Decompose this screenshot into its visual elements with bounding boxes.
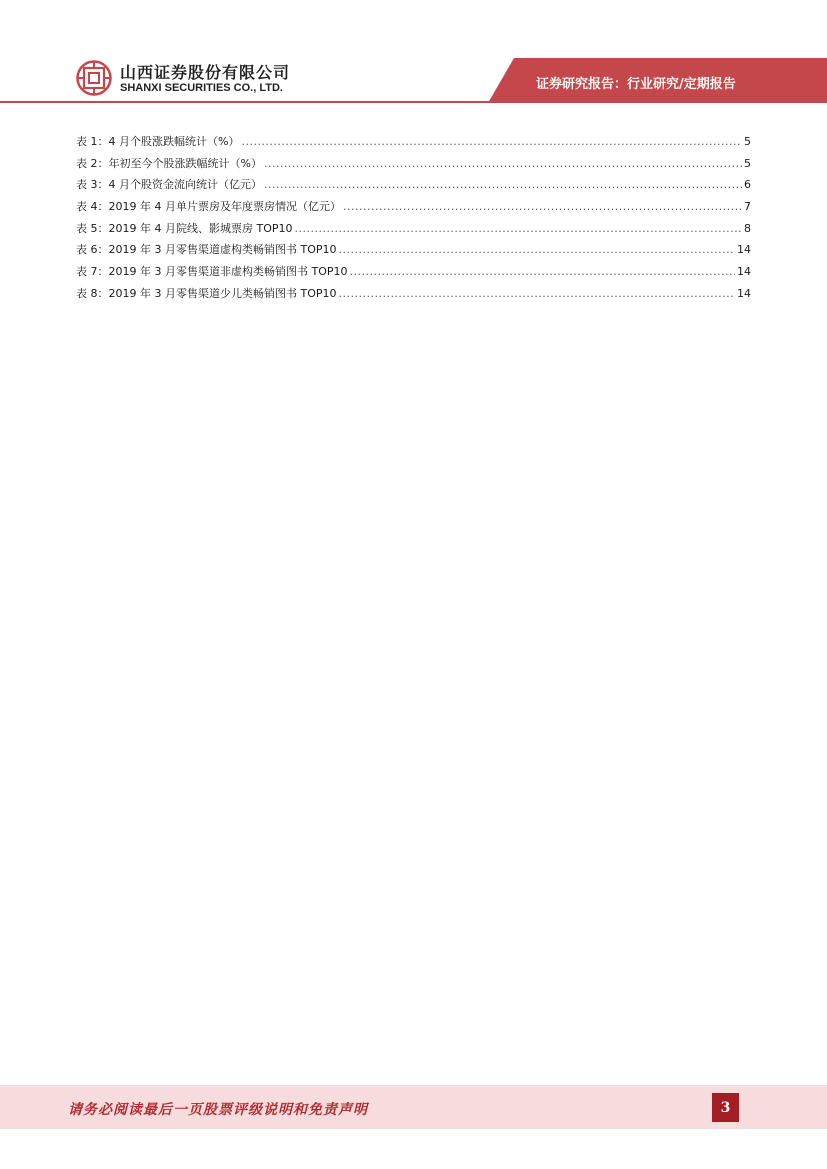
header-divider <box>0 101 827 103</box>
toc-entry-page: 14 <box>737 243 751 257</box>
toc-dot-leader <box>338 243 735 256</box>
toc-dot-leader <box>264 157 742 170</box>
toc-entry-label: 表 1：4 月个股涨跌幅统计（%） <box>76 135 240 148</box>
shanxi-securities-logo-icon <box>76 60 112 96</box>
toc-dot-leader <box>294 222 742 235</box>
toc-entry[interactable] <box>76 133 751 155</box>
toc-entry-page: 6 <box>744 178 751 192</box>
toc-entry[interactable] <box>76 176 751 198</box>
toc-entry-page: 5 <box>744 156 751 170</box>
page-header <box>0 0 827 110</box>
toc-dot-leader <box>349 265 735 278</box>
report-type-title: 证券研究报告：行业研究/定期报告 <box>536 77 736 92</box>
toc-entry-label: 表 7：2019 年 3 月零售渠道非虚构类畅销图书 TOP10 <box>76 265 348 279</box>
table-of-tables <box>76 133 751 307</box>
toc-entry-label: 表 2：年初至今个股涨跌幅统计（%） <box>76 156 262 170</box>
company-name-cn: 山西证券股份有限公司 <box>120 63 291 82</box>
toc-entry-page: 14 <box>737 286 751 300</box>
toc-entry[interactable] <box>76 155 751 177</box>
disclaimer-notice: 请务必阅读最后一页股票评级说明和免责声明 <box>68 1102 368 1118</box>
toc-entry-label: 表 4：2019 年 4 月单片票房及年度票房情况（亿元） <box>76 200 341 214</box>
toc-entry-page: 14 <box>737 265 751 279</box>
toc-entry-page: 5 <box>744 135 751 148</box>
toc-entry-label: 表 5：2019 年 4 月院线、影城票房 TOP10 <box>76 221 293 235</box>
toc-dot-leader <box>343 200 742 213</box>
toc-entry-label: 表 6：2019 年 3 月零售渠道虚构类畅销图书 TOP10 <box>76 243 337 257</box>
page-number: 3 <box>712 1093 739 1122</box>
toc-entry-label: 表 8：2019 年 3 月零售渠道少儿类畅销图书 TOP10 <box>76 286 337 300</box>
toc-entry[interactable] <box>76 285 751 307</box>
toc-dot-leader <box>338 287 735 300</box>
toc-entry-page: 8 <box>744 221 751 235</box>
toc-dot-leader <box>264 178 742 191</box>
toc-entry[interactable] <box>76 198 751 220</box>
company-name-en: SHANXI SECURITIES CO., LTD. <box>120 82 283 94</box>
toc-entry[interactable] <box>76 263 751 285</box>
toc-dot-leader <box>241 135 742 148</box>
toc-entry[interactable] <box>76 220 751 242</box>
toc-entry[interactable] <box>76 241 751 263</box>
toc-entry-label: 表 3：4 月个股资金流向统计（亿元） <box>76 178 262 192</box>
toc-entry-page: 7 <box>744 200 751 214</box>
